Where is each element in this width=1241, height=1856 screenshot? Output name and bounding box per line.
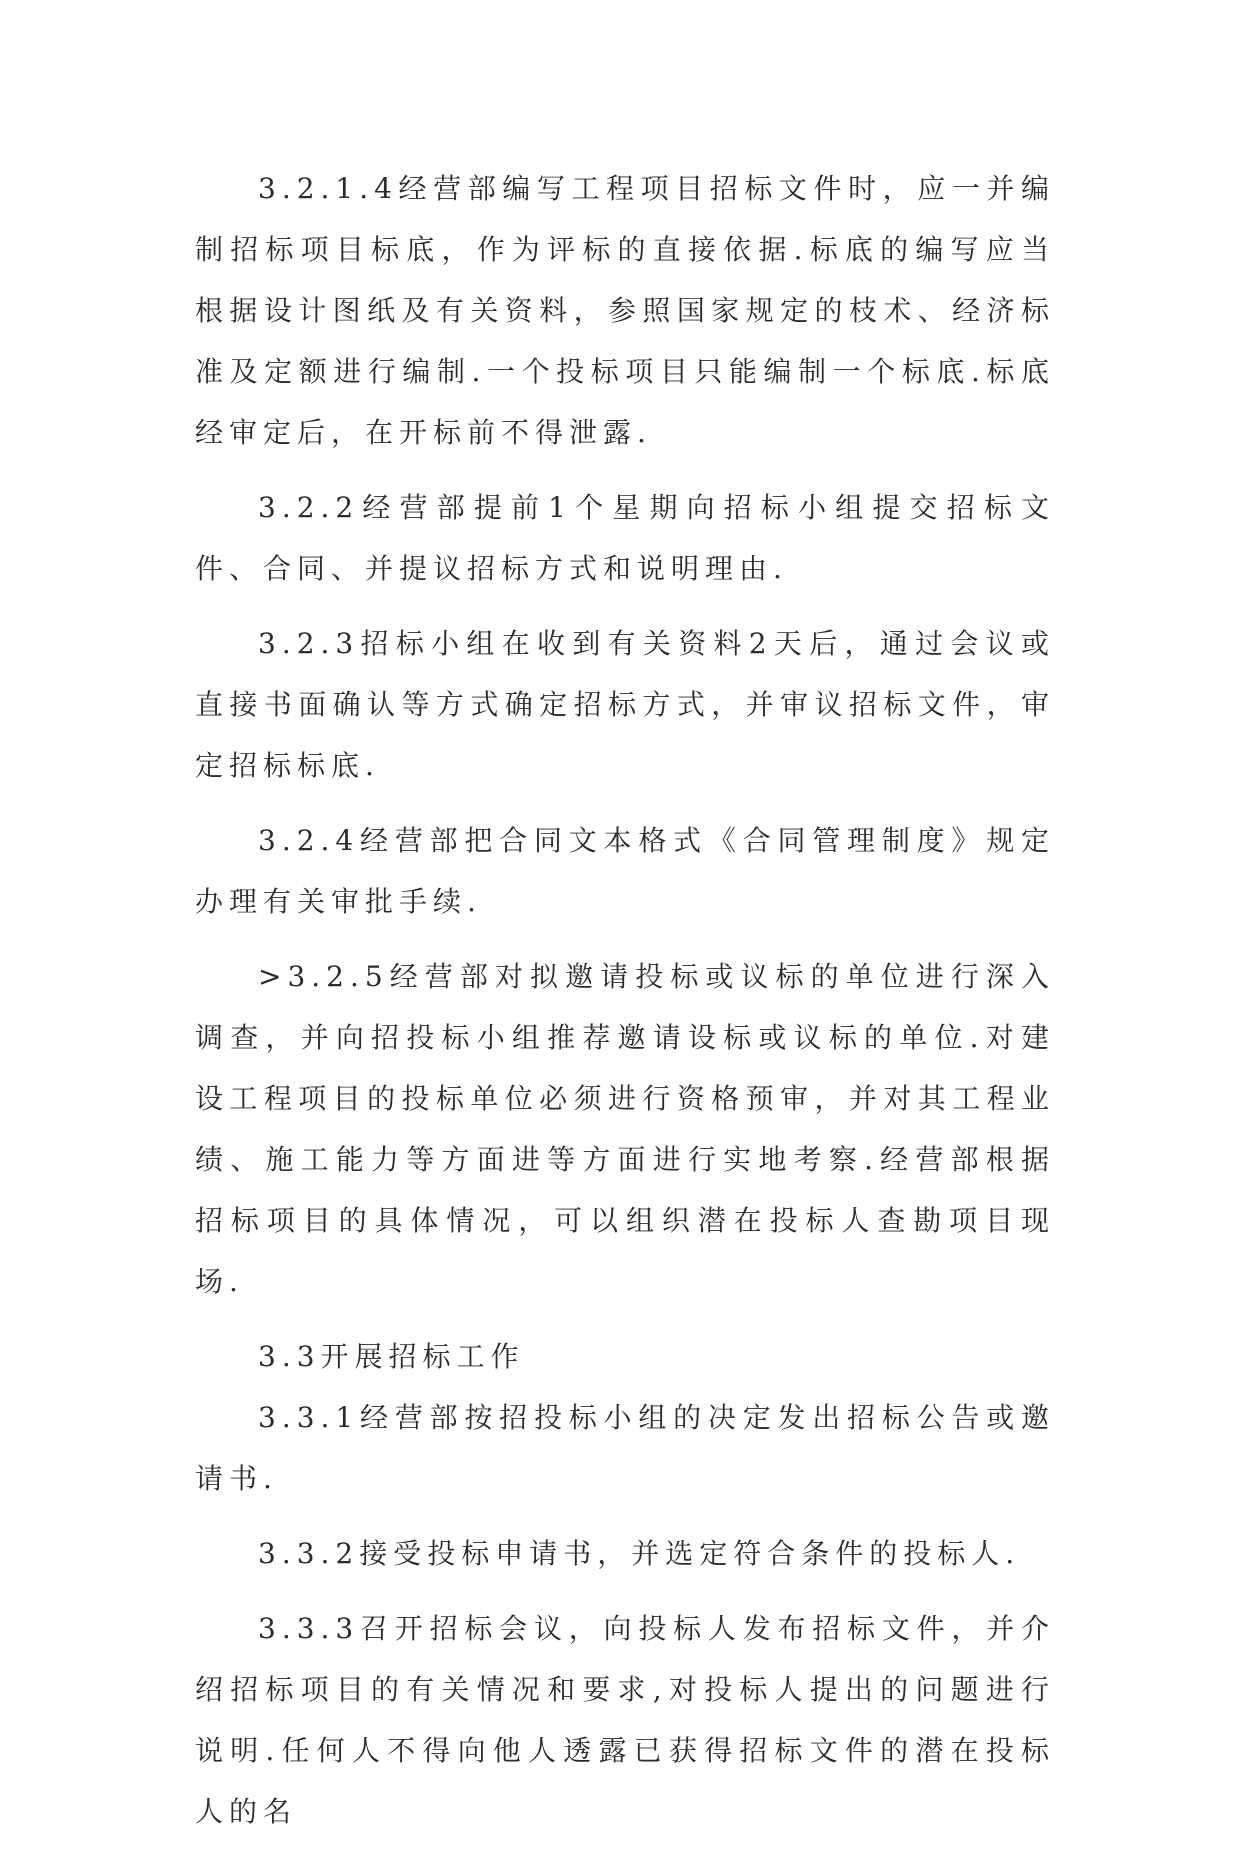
paragraph-3-2-5: >3.2.5经营部对拟邀请投标或议标的单位进行深入调查，并向招投标小组推荐邀请设标或议标的单位.对建设工程项目的投标单位必须进行资格预审，并对其工程业绩、施工能力等方面进等方面进行实地考察.经营部根据招标项目的具体情况，可以组织潜在投标人查勘项目现场. [195, 960, 1055, 1298]
paragraph-3-3-1: 3.3.1经营部按招投标小组的决定发出招标公告或邀请书. [195, 1401, 1055, 1495]
paragraph-3-3-3: 3.3.3召开招标会议，向投标人发布招标文件，并介绍招标项目的有关情况和要求,对投标人提出的问题进行说明.任何人不得向他人透露已获得招标文件的潜在投标人的名 [195, 1612, 1055, 1828]
paragraph-3-2-1-4: 3.2.1.4经营部编写工程项目招标文件时，应一并编制招标项目标底，作为评标的直接依据.标底的编写应当根据设计图纸及有关资料，参照国家规定的枝术、经济标准及定额进行编制.一个投标项目只能编制一个标底.标底经审定后，在开标前不得泄露. [195, 172, 1055, 449]
paragraph-3-3-2: 3.3.2接受投标申请书，并选定符合条件的投标人. [258, 1537, 1021, 1570]
paragraph-3-2-4: 3.2.4经营部把合同文本格式《合同管理制度》规定办理有关审批手续. [195, 824, 1055, 918]
paragraph-3-2-2: 3.2.2经营部提前1个星期向招标小组提交招标文件、合同、并提议招标方式和说明理由. [195, 491, 1055, 585]
document-body [195, 158, 1055, 1856]
section-heading-3-3: 3.3开展招标工作 [258, 1340, 525, 1373]
paragraph-3-2-3: 3.2.3招标小组在收到有关资料2天后，通过会议或直接书面确认等方式确定招标方式，并审议招标文件，审定招标标底. [195, 627, 1055, 782]
